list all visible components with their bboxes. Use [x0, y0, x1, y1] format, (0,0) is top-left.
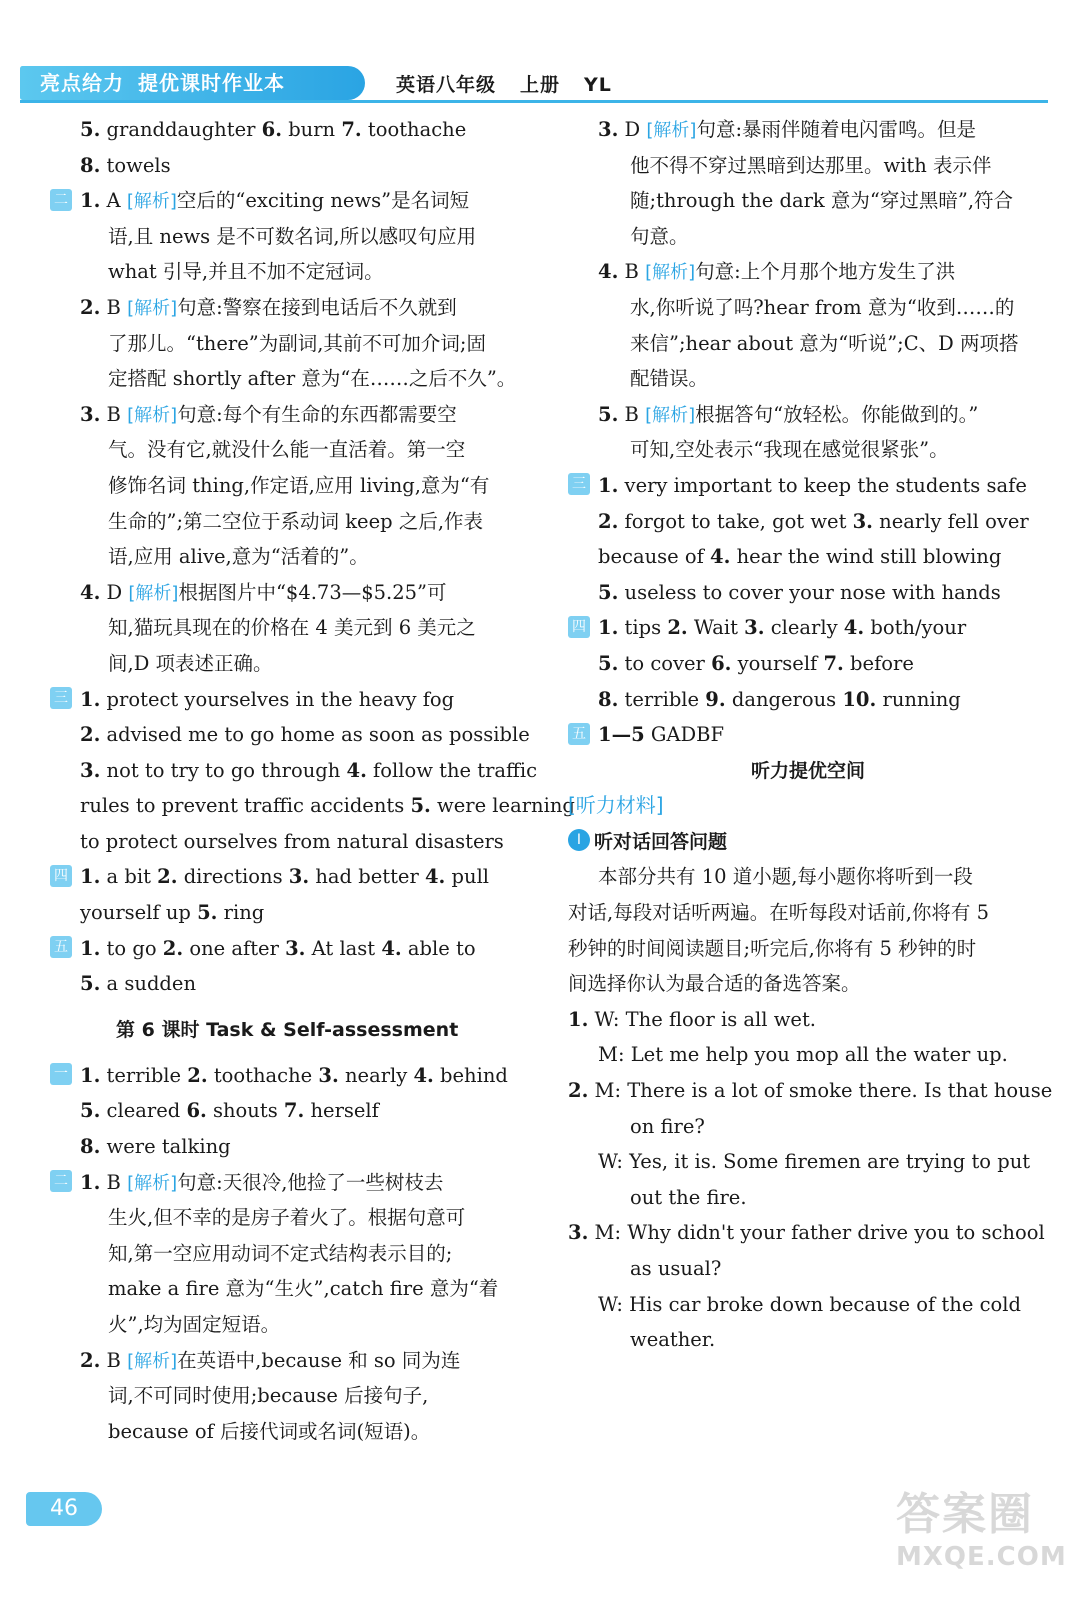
line-text: tips — [618, 616, 668, 640]
answer-line — [50, 1378, 530, 1414]
line-text: were talking — [100, 1135, 231, 1159]
line-text: were learning — [430, 794, 575, 818]
line-text: 句意:警察在接到电话后不久就到 — [177, 295, 457, 319]
line-text: 4. — [381, 936, 402, 960]
answer-line — [568, 682, 1048, 718]
line-text: 7. — [823, 651, 844, 675]
answer-line — [50, 824, 530, 860]
line-text: M: There is a lot of smoke there. Is that house — [588, 1079, 1053, 1103]
line-text: toothache — [207, 1063, 319, 1087]
line-text: 他不得不穿过黑暗到达那里。with 表示伴 — [630, 153, 992, 177]
answer-line — [568, 219, 1048, 255]
line-text: 在英语中,because 和 so 同为连 — [177, 1348, 461, 1372]
section-badge: 五 — [50, 936, 72, 958]
answer-line — [50, 254, 530, 290]
line-text: [听力材料] — [568, 793, 664, 818]
line-text: advised me to go home as soon as possible — [100, 723, 530, 747]
line-text: At last — [305, 936, 382, 960]
line-text: 1. — [598, 473, 619, 497]
answer-line — [568, 1144, 1048, 1180]
line-text: 3. — [852, 509, 873, 533]
line-text: 3. — [80, 402, 101, 426]
answer-line — [568, 717, 1048, 753]
series-name: 提优课时作业本 — [138, 71, 285, 95]
answer-line — [568, 148, 1048, 184]
right-column — [568, 112, 1053, 1358]
edition-label: YL — [584, 74, 612, 96]
answer-line — [568, 1180, 1048, 1216]
line-text: 3. — [744, 616, 765, 640]
answer-line — [568, 895, 1048, 931]
analysis-tag: [解析] — [127, 1350, 178, 1372]
line-text: toothache — [361, 118, 467, 141]
line-text: 4. — [843, 616, 865, 640]
line-text: D — [618, 118, 647, 141]
line-text: 10. — [842, 687, 877, 711]
line-text: 第 6 课时 Task & Self-assessment — [116, 1018, 459, 1041]
line-text: 秒钟的时间阅读题目;听完后,你将有 5 秒钟的时 — [568, 936, 977, 960]
watermark-bottom: MXQE.COM — [896, 1542, 1067, 1572]
line-text: 句意。 — [630, 224, 689, 248]
line-text: 3. — [288, 865, 310, 889]
section-badge: 一 — [50, 1063, 72, 1085]
line-text: 4. — [80, 580, 101, 604]
line-text: 1. — [80, 865, 101, 889]
answer-line — [50, 1236, 530, 1272]
line-text: 3. — [80, 758, 101, 782]
answer-line — [50, 219, 530, 255]
analysis-tag: [解析] — [645, 404, 696, 426]
line-text: 语,应用 alive,意为“活着的”。 — [108, 545, 369, 569]
line-text: 知,第一空应用动词不定式结构表示目的; — [108, 1241, 453, 1265]
line-text: 2. — [157, 865, 178, 889]
answer-line — [568, 788, 1048, 824]
line-text: 句意:每个有生命的东西都需要空 — [177, 402, 457, 426]
line-text: 空后的“exciting news”是名词短 — [176, 189, 470, 213]
line-text: 6. — [711, 651, 732, 675]
line-text: as usual? — [630, 1257, 722, 1280]
line-text: 8. — [80, 153, 101, 177]
answer-line — [50, 966, 530, 1002]
answer-line — [568, 1287, 1048, 1323]
line-text: 5. — [80, 1099, 101, 1123]
line-text: 对话,每段对话听两遍。在听每段对话前,你将有 5 — [568, 901, 990, 925]
answer-line — [568, 1215, 1048, 1251]
answer-line — [568, 824, 1048, 860]
line-text: ring — [217, 901, 265, 925]
line-text: B — [100, 1170, 128, 1194]
answer-line — [568, 610, 1048, 646]
line-text: dangerous — [725, 687, 843, 711]
answer-line — [50, 753, 538, 789]
line-text: 1. — [80, 189, 101, 213]
answer-line — [568, 290, 1048, 326]
line-text: 1. — [80, 687, 101, 711]
line-text: D — [100, 580, 129, 604]
line-text: 4. — [346, 758, 367, 782]
answer-line — [50, 646, 530, 682]
line-text: M: Let me help you mop all the water up. — [598, 1043, 1008, 1067]
header-subject — [396, 70, 636, 97]
line-text: W: Yes, it is. Some firemen are trying to put — [598, 1150, 1031, 1174]
line-text: behind — [433, 1063, 508, 1087]
answer-line — [568, 112, 1048, 148]
line-text: rules to prevent traffic accidents — [80, 794, 411, 818]
line-text: 本部分共有 10 道小题,每小题你将听到一段 — [598, 865, 973, 889]
answer-line — [50, 112, 530, 148]
answer-line — [50, 326, 530, 362]
line-text: B — [100, 295, 128, 319]
answer-line — [50, 1343, 530, 1379]
line-text: terrible — [618, 687, 706, 711]
answer-line — [50, 788, 575, 824]
answer-line — [50, 1307, 530, 1343]
line-text: 2. — [80, 723, 101, 747]
line-text: 可知,空处表示“我现在感觉很紧张”。 — [630, 438, 949, 462]
answer-line — [50, 1129, 530, 1165]
answer-line — [568, 1322, 1048, 1358]
answer-line — [568, 361, 1048, 397]
analysis-tag: [解析] — [646, 120, 697, 141]
line-text: 1. — [568, 1007, 589, 1031]
analysis-tag: [解析] — [126, 191, 177, 213]
line-text: burn — [282, 118, 342, 141]
line-text: not to try to go through — [100, 758, 347, 782]
line-text: 4. — [598, 260, 619, 284]
line-text: 4. — [424, 865, 446, 889]
answer-line — [50, 361, 530, 397]
line-text: running — [876, 687, 961, 711]
line-text: 2. — [598, 509, 619, 533]
header-rule — [20, 100, 1048, 103]
line-text: 了那儿。“there”为副词,其前不可加介词;固 — [108, 331, 487, 355]
answer-line — [50, 717, 530, 753]
line-text: forgot to take, got wet — [618, 509, 853, 533]
line-text: M: Why didn't your father drive you to school — [588, 1221, 1045, 1245]
line-text: 8. — [80, 1135, 101, 1159]
line-text: to go — [100, 936, 163, 960]
line-text: a bit — [100, 865, 158, 889]
line-text: 5. — [197, 901, 218, 925]
line-text: GADBF — [644, 723, 724, 747]
line-text: 3. — [285, 936, 306, 960]
line-text: 气。没有它,就没什么能一直活着。第一空 — [108, 438, 466, 462]
line-text: 7. — [341, 118, 362, 141]
line-text: B — [618, 402, 646, 426]
line-text: 修饰名词 thing,作定语,应用 living,意为“有 — [108, 473, 490, 497]
answer-line — [50, 539, 530, 575]
line-text: 5. — [598, 580, 619, 604]
line-text: 5. — [410, 794, 431, 818]
answer-line — [50, 1093, 530, 1129]
answer-line — [568, 859, 1048, 895]
line-text: 1. — [80, 1170, 101, 1194]
line-text: B — [100, 1348, 128, 1372]
line-text: 5. — [80, 118, 101, 141]
line-text: yourself up — [80, 901, 198, 925]
analysis-tag: [解析] — [127, 404, 178, 426]
answer-line — [568, 575, 1048, 611]
line-text: follow the traffic — [366, 758, 538, 782]
line-text: terrible — [100, 1063, 188, 1087]
line-text: on fire? — [630, 1114, 705, 1138]
answer-line — [50, 682, 530, 718]
line-text: 1. — [80, 1063, 101, 1087]
header-brand-band — [20, 66, 365, 100]
answer-line — [568, 966, 1048, 1002]
line-text: one after — [183, 936, 286, 960]
section-badge: 三 — [50, 687, 72, 709]
subject-label: 英语八年级 — [396, 74, 497, 96]
line-text: hear the wind still blowing — [730, 545, 1002, 569]
line-text: A — [100, 189, 127, 213]
brand-name: 亮点给力 — [40, 71, 124, 95]
line-text: 语,且 news 是不可数名词,所以感叹句应用 — [108, 224, 477, 248]
line-text: W: The floor is all wet. — [588, 1007, 816, 1031]
line-text: 5. — [598, 651, 619, 675]
answer-line — [568, 326, 1048, 362]
line-text: 听力提优空间 — [750, 759, 865, 782]
line-text: 4. — [413, 1063, 434, 1087]
line-text: 来信”;hear about 意为“听说”;C、D 两项搭 — [630, 331, 1019, 355]
line-text: 2. — [667, 616, 688, 640]
line-text: 2. — [162, 936, 184, 960]
page-number: 46 — [26, 1492, 102, 1526]
line-text: 1. — [80, 936, 101, 960]
line-text: 句意:上个月那个地方发生了洪 — [695, 260, 956, 284]
line-text: directions — [177, 865, 289, 889]
line-text: 8. — [598, 687, 619, 711]
line-text: 3. — [568, 1221, 589, 1245]
answer-line — [50, 1271, 530, 1307]
watermark-top: 答案圈 — [896, 1489, 1034, 1540]
answer-line — [568, 397, 1048, 433]
line-text: 配错误。 — [630, 367, 709, 391]
answer-line — [50, 575, 530, 611]
line-text: W: His car broke down because of the cold — [598, 1292, 1021, 1316]
section-badge: 三 — [568, 473, 590, 495]
line-text: cleared — [100, 1099, 187, 1123]
answer-line — [50, 610, 530, 646]
line-text: because of 后接代词或名词(短语)。 — [108, 1419, 431, 1443]
line-text: 2. — [80, 295, 101, 319]
line-text: because of — [598, 545, 711, 569]
line-text: 1. — [598, 616, 619, 640]
line-text: what 引导,并且不加不定冠词。 — [108, 260, 384, 284]
answer-line — [568, 646, 1048, 682]
line-text: 2. — [187, 1063, 208, 1087]
line-text: towels — [100, 153, 171, 177]
watermark-logo — [896, 1478, 1066, 1588]
line-text: yourself — [731, 651, 824, 675]
line-text: out the fire. — [630, 1185, 747, 1209]
analysis-tag: [解析] — [127, 1172, 178, 1194]
line-text: weather. — [630, 1328, 716, 1352]
line-text: 水,你听说了吗?hear from 意为“收到……的 — [630, 295, 1015, 319]
line-text: very important to keep the students safe — [618, 473, 1027, 497]
line-text: 生命的”;第二空位于系动词 keep 之后,作表 — [108, 509, 484, 533]
section-badge: 五 — [568, 723, 590, 745]
answer-line — [50, 290, 530, 326]
answer-line — [50, 895, 530, 931]
line-text: 句意:天很冷,他捡了一些树枝去 — [177, 1170, 444, 1194]
answer-line — [50, 931, 530, 967]
answer-line — [568, 753, 1048, 789]
line-text: 句意:暴雨伴随着电闪雷鸣。但是 — [696, 118, 977, 141]
answer-line — [50, 859, 530, 895]
line-text: protect yourselves in the heavy fog — [100, 687, 455, 711]
line-text: 2. — [80, 1348, 101, 1372]
line-text: 3. — [318, 1063, 339, 1087]
line-text: granddaughter — [100, 118, 262, 141]
line-text: B — [100, 402, 128, 426]
answer-line — [50, 1200, 530, 1236]
section-badge: 四 — [568, 616, 590, 638]
line-text: to protect ourselves from natural disasters — [80, 829, 504, 853]
line-text: 定搭配 shortly after 意为“在……之后不久”。 — [108, 367, 517, 391]
answer-line — [568, 1109, 1048, 1145]
line-text: nearly — [338, 1063, 414, 1087]
line-text: 知,猫玩具现在的价格在 4 美元到 6 美元之 — [108, 616, 476, 640]
answer-line — [50, 1414, 530, 1450]
line-text: 2. — [568, 1079, 589, 1103]
line-text: 根据答句“放轻松。你能做到的。” — [695, 402, 979, 426]
line-text: 词,不可同时使用;because 后接句子, — [108, 1384, 429, 1408]
line-text: 9. — [705, 687, 726, 711]
line-text: 1—5 — [598, 723, 645, 747]
line-text: 5. — [598, 402, 619, 426]
line-text: 听对话回答问题 — [594, 830, 728, 853]
answer-line — [568, 1073, 1053, 1109]
answer-line — [568, 1251, 1048, 1287]
line-text: both/your — [864, 616, 967, 640]
line-text: 4. — [710, 545, 731, 569]
line-text: a sudden — [100, 972, 197, 996]
answer-line — [50, 432, 530, 468]
analysis-tag: [解析] — [645, 262, 696, 284]
left-column — [50, 112, 575, 1449]
line-text: 7. — [283, 1099, 305, 1123]
line-text: pull — [445, 865, 490, 889]
part-circle: Ⅰ — [568, 829, 590, 851]
answer-line — [50, 1058, 530, 1094]
answer-line — [568, 1002, 1048, 1038]
line-text: 5. — [80, 972, 101, 996]
line-text: 6. — [186, 1099, 207, 1123]
answer-line — [50, 148, 530, 184]
line-text: had better — [309, 865, 425, 889]
section-badge: 二 — [50, 189, 72, 211]
answer-line — [50, 504, 530, 540]
line-text: Wait — [687, 616, 745, 640]
answer-line — [568, 254, 1048, 290]
line-text: 6. — [261, 118, 282, 141]
answer-line — [568, 183, 1048, 219]
line-text: B — [618, 260, 646, 284]
line-text: 火”,均为固定短语。 — [108, 1313, 281, 1336]
answer-line — [50, 468, 530, 504]
line-text: 随;through the dark 意为“穿过黑暗”,符合 — [630, 189, 1014, 213]
line-text: make a fire 意为“生火”,catch fire 意为“着 — [108, 1277, 499, 1301]
analysis-tag: [解析] — [127, 297, 178, 319]
line-text: 间,D 项表述正确。 — [108, 651, 273, 675]
line-text: 根据图片中“$4.73—$5.25”可 — [178, 580, 447, 604]
section-badge: 二 — [50, 1170, 72, 1192]
answer-line — [568, 468, 1048, 504]
line-text: clearly — [764, 616, 844, 640]
line-text: herself — [304, 1099, 379, 1123]
volume-label: 上册 — [520, 74, 561, 96]
answer-line — [568, 931, 1048, 967]
answer-line — [568, 1037, 1048, 1073]
line-text: nearly fell over — [872, 509, 1029, 533]
section-badge: 四 — [50, 865, 72, 887]
line-text: before — [843, 651, 914, 675]
analysis-tag: [解析] — [128, 582, 179, 604]
answer-line — [50, 1165, 530, 1201]
answer-line — [568, 539, 1048, 575]
line-text: able to — [401, 936, 476, 960]
answer-line — [568, 432, 1048, 468]
line-text: useless to cover your nose with hands — [618, 580, 1001, 604]
line-text: 间选择你认为最合适的备选答案。 — [568, 972, 861, 996]
line-text: to cover — [618, 651, 712, 675]
answer-line — [50, 183, 530, 219]
line-text: shouts — [206, 1099, 284, 1123]
answer-line — [568, 504, 1048, 540]
answer-line — [50, 1002, 530, 1058]
line-text: 生火,但不幸的是房子着火了。根据句意可 — [108, 1206, 466, 1230]
line-text: 3. — [598, 118, 619, 141]
answer-line — [50, 397, 530, 433]
